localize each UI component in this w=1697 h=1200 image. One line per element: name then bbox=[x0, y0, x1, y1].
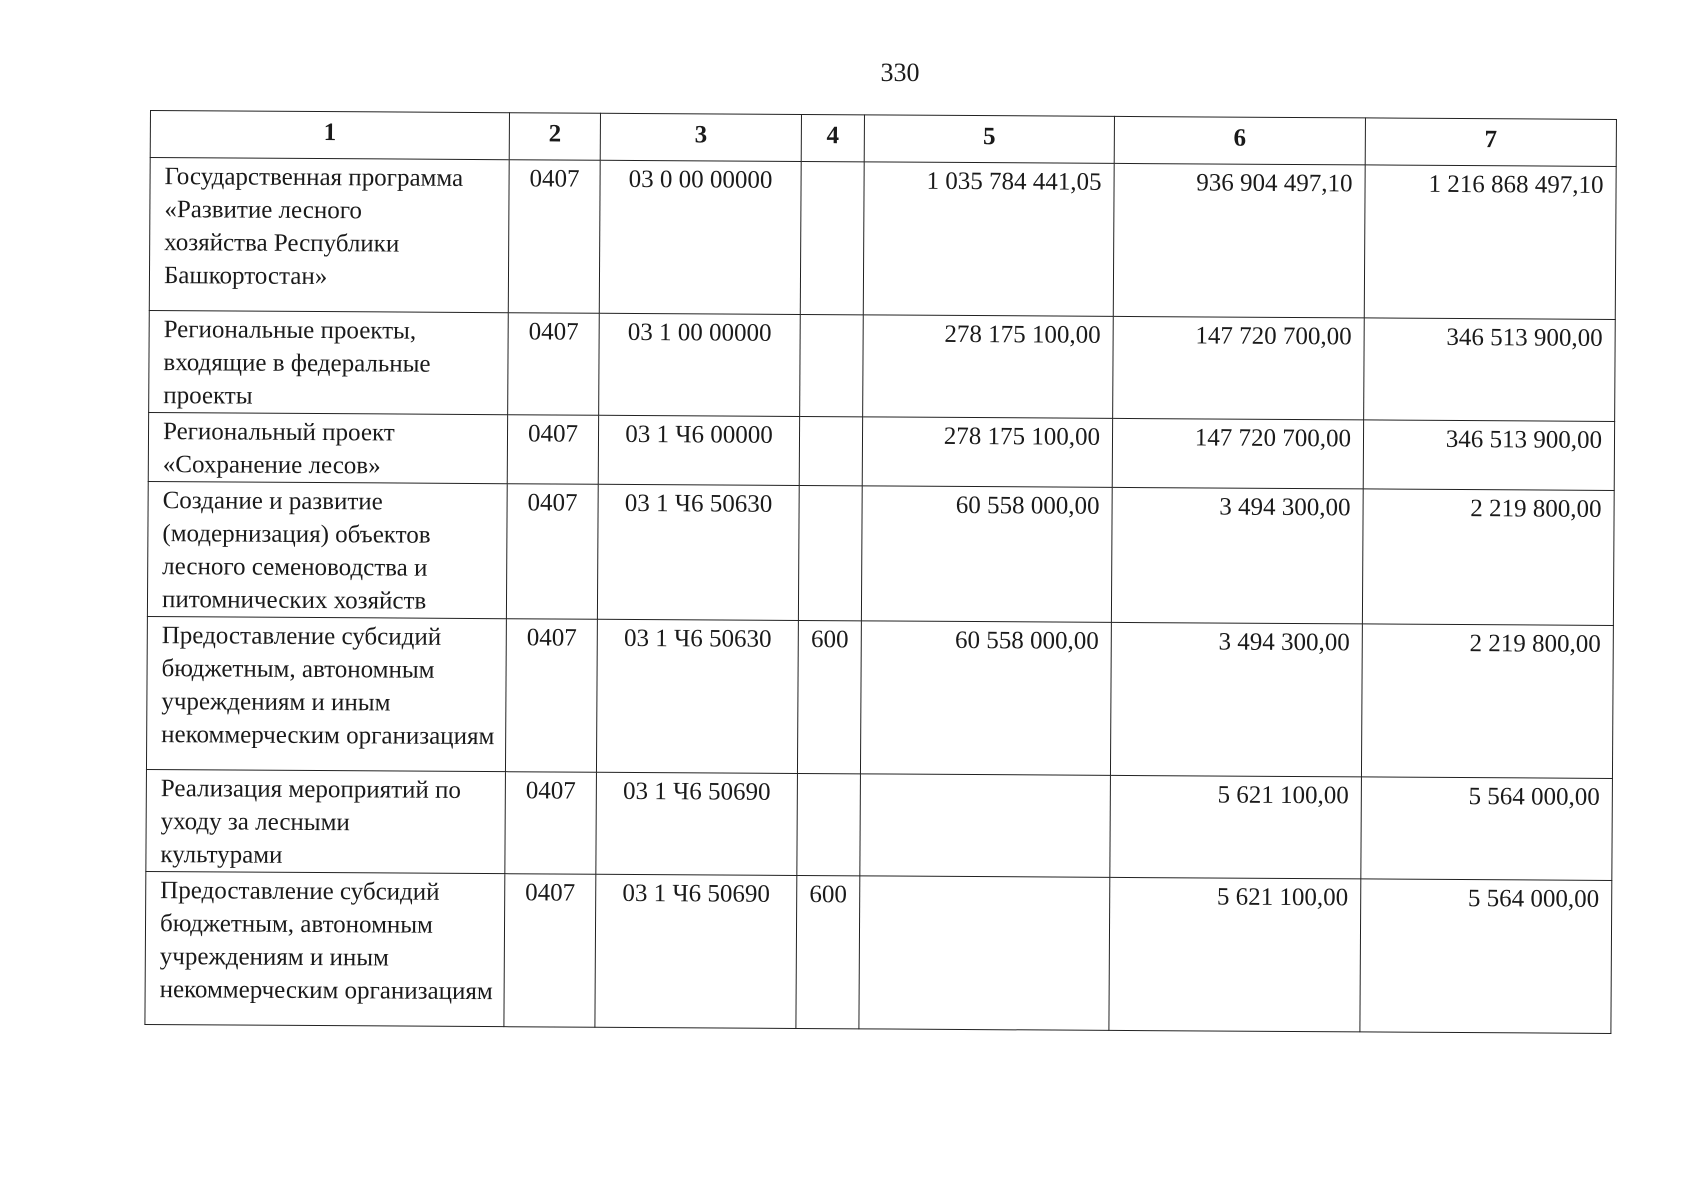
row-name: Создание и развитие (модернизация) объектов лесного семеноводства и питомнических хозяйств bbox=[147, 481, 507, 618]
table-row bbox=[149, 158, 1616, 320]
row-value-7: 2 219 800,00 bbox=[1362, 489, 1614, 626]
header-col-6: 6 bbox=[1114, 116, 1365, 165]
table-row bbox=[146, 616, 1613, 778]
row-value-7: 5 564 000,00 bbox=[1360, 879, 1612, 1034]
row-code: 03 1 Ч6 50630 bbox=[597, 484, 799, 620]
row-type: 600 bbox=[796, 875, 860, 1028]
row-value-5: 278 175 100,00 bbox=[862, 417, 1112, 488]
table-row bbox=[145, 871, 1612, 1033]
row-type bbox=[798, 485, 862, 620]
table-row bbox=[147, 481, 1614, 625]
row-name: Реализация мероприятий по уходу за лесными культурами bbox=[146, 769, 506, 873]
row-value-6: 147 720 700,00 bbox=[1112, 418, 1363, 489]
header-col-1: 1 bbox=[150, 111, 509, 160]
row-section: 0407 bbox=[504, 874, 596, 1028]
row-value-5: 60 558 000,00 bbox=[860, 621, 1111, 776]
row-section: 0407 bbox=[505, 772, 597, 875]
row-value-5 bbox=[859, 876, 1110, 1031]
row-value-7: 346 513 900,00 bbox=[1363, 420, 1614, 491]
row-value-5: 60 558 000,00 bbox=[861, 486, 1112, 623]
row-code: 03 1 Ч6 50690 bbox=[596, 772, 798, 875]
header-col-4: 4 bbox=[801, 114, 864, 161]
page-number: 330 bbox=[880, 58, 920, 87]
row-value-6: 5 621 100,00 bbox=[1109, 877, 1361, 1032]
row-value-5: 1 035 784 441,05 bbox=[863, 162, 1114, 317]
row-name: Государственная программа «Развитие лесного хозяйства Республики Башкортостан» bbox=[149, 158, 509, 313]
row-type bbox=[800, 161, 864, 314]
row-section: 0407 bbox=[508, 313, 600, 416]
row-code: 03 1 Ч6 50630 bbox=[596, 619, 798, 773]
row-value-5 bbox=[860, 774, 1111, 878]
row-value-7: 346 513 900,00 bbox=[1364, 318, 1616, 422]
row-type bbox=[799, 416, 862, 485]
row-value-6: 147 720 700,00 bbox=[1113, 316, 1365, 420]
row-value-6: 3 494 300,00 bbox=[1110, 622, 1362, 777]
table-row bbox=[149, 310, 1616, 421]
row-name: Предоставление субсидий бюджетным, автономным учреждениям и иным некоммерческим организациям bbox=[145, 871, 505, 1026]
row-value-5: 278 175 100,00 bbox=[863, 315, 1114, 419]
row-name: Региональные проекты, входящие в федеральные проекты bbox=[149, 310, 509, 414]
row-value-6: 3 494 300,00 bbox=[1111, 487, 1363, 624]
header-col-5: 5 bbox=[864, 115, 1114, 164]
row-code: 03 1 Ч6 00000 bbox=[598, 415, 799, 485]
row-type bbox=[797, 773, 861, 875]
row-code: 03 1 00 00000 bbox=[599, 313, 801, 416]
row-code: 03 1 Ч6 50690 bbox=[595, 874, 797, 1028]
header-col-2: 2 bbox=[509, 113, 600, 161]
row-value-7: 2 219 800,00 bbox=[1361, 624, 1613, 779]
budget-table bbox=[144, 110, 1617, 1034]
row-section: 0407 bbox=[507, 415, 598, 485]
row-name: Предоставление субсидий бюджетным, автономным учреждениям и иным некоммерческим организациям bbox=[146, 616, 506, 771]
row-value-7: 1 216 868 497,10 bbox=[1364, 165, 1616, 320]
header-col-3: 3 bbox=[600, 113, 801, 161]
row-name: Региональный проект «Сохранение лесов» bbox=[148, 412, 507, 483]
table-row bbox=[146, 769, 1613, 880]
row-code: 03 0 00 00000 bbox=[599, 160, 801, 314]
row-section: 0407 bbox=[505, 619, 597, 773]
row-value-6: 936 904 497,10 bbox=[1113, 163, 1365, 318]
row-section: 0407 bbox=[508, 160, 600, 314]
table-row bbox=[148, 412, 1614, 490]
row-type: 600 bbox=[797, 620, 861, 773]
row-type bbox=[800, 314, 864, 416]
row-section: 0407 bbox=[506, 484, 598, 620]
budget-table-container bbox=[144, 110, 1616, 1034]
row-value-6: 5 621 100,00 bbox=[1110, 775, 1362, 879]
row-value-7: 5 564 000,00 bbox=[1361, 777, 1613, 881]
header-col-7: 7 bbox=[1365, 118, 1616, 167]
